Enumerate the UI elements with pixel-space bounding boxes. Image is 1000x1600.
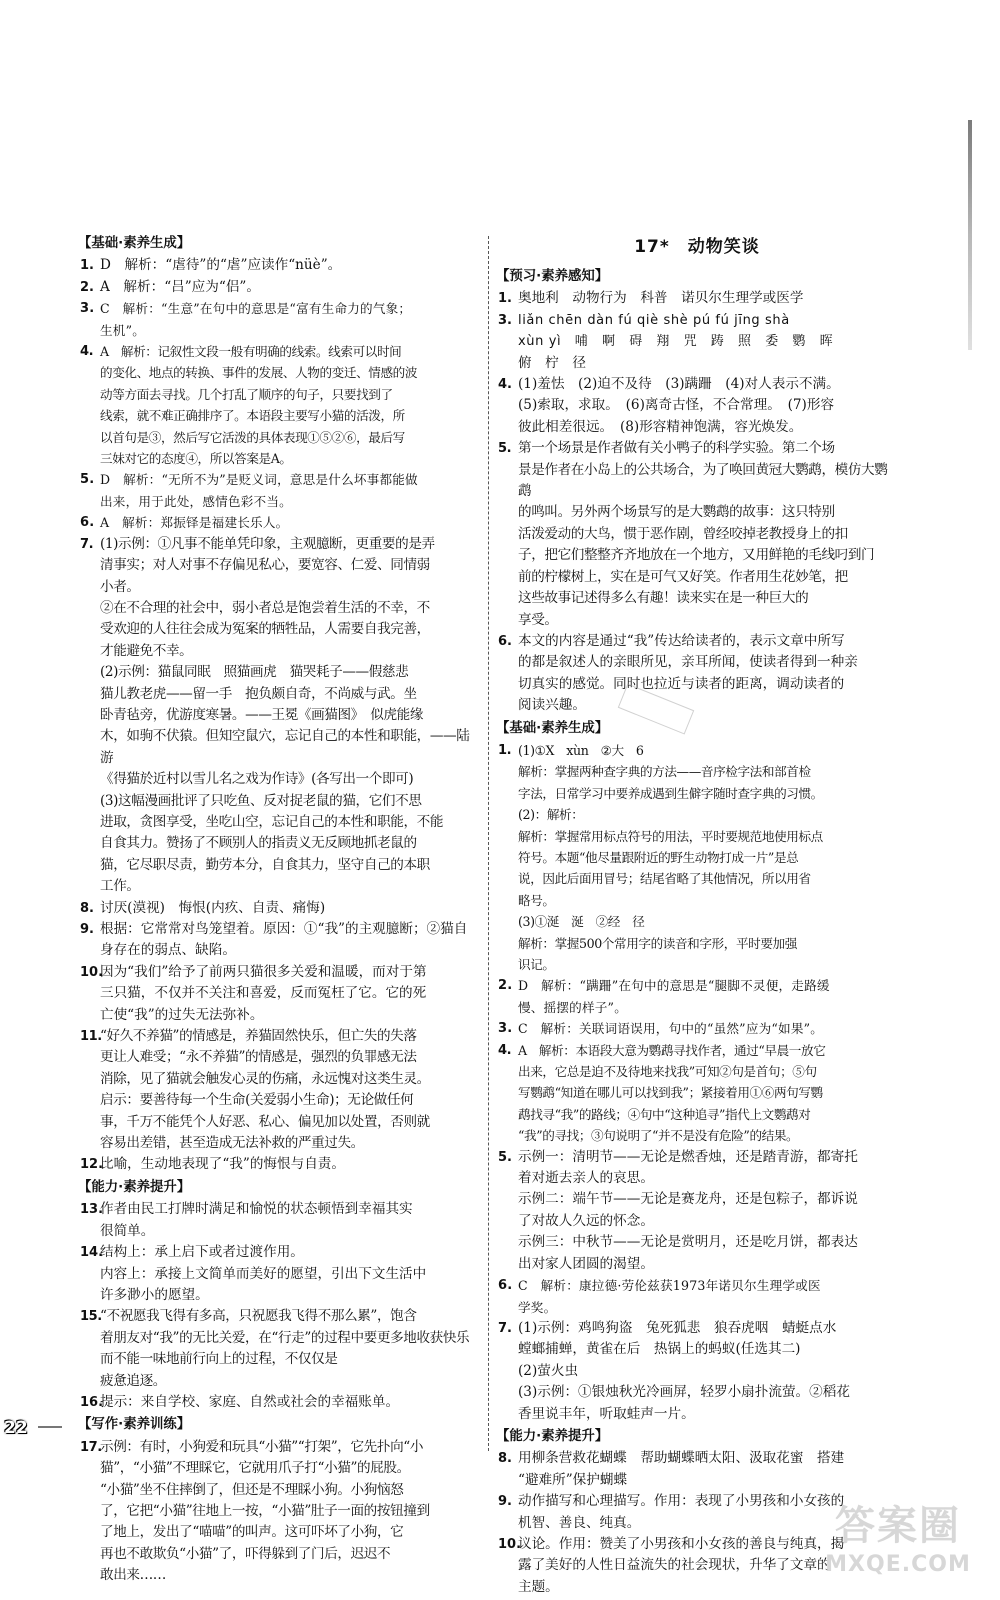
answer-line: 解析：掌握常用标点符号的用法，平时要规范地使用标点 xyxy=(518,828,823,844)
answer-line: (2)示例：猫鼠同眠 照猫画虎 猫哭耗子——假慈悲 xyxy=(100,664,409,681)
answer-line: 小者。 xyxy=(100,578,140,595)
answer-line: (2)：解析： xyxy=(518,807,584,823)
answer-line: “不祝愿我飞得有多高，只祝愿我飞得不那么累”，饱含 xyxy=(100,1308,417,1325)
item-number: 8. xyxy=(80,900,94,916)
answer-line: (5)索取，求取。 (6)离奇古怪，不合常理。 (7)形容 xyxy=(518,397,835,414)
answer-text: 奥地利 动物行为 科普 诺贝尔生理学或医学 xyxy=(518,290,804,307)
watermark-url: MXQE.COM xyxy=(825,1552,971,1577)
answer-line: 享受。 xyxy=(518,611,558,628)
answer-item-5 xyxy=(80,469,478,512)
answer-line: 香里说丰年，听取蛙声一片。 xyxy=(518,1405,695,1422)
answer-line: 了对故人久远的怀念。 xyxy=(518,1212,654,1229)
answer-line: 解析：掌握500个常用字的读音和字形，平时要加强 xyxy=(518,935,797,951)
item-number: 8. xyxy=(498,1451,512,1467)
answer-text: A 解析：“吕”应为“侣”。 xyxy=(100,278,260,295)
answer-item-b3 xyxy=(498,1018,896,1039)
answer-item-b2 xyxy=(498,975,896,1018)
left-column xyxy=(80,232,478,1587)
answer-line: 《得猫於近村以雪儿名之戏为作诗》(各写出一个即可) xyxy=(100,771,414,788)
answer-line: 线索，就不难正确排序了。本语段主要写小猫的活泼，所 xyxy=(100,408,405,424)
item-number: 3. xyxy=(498,312,512,328)
item-number: 5. xyxy=(498,1149,512,1165)
answer-line: 着对逝去亲人的哀思。 xyxy=(518,1170,654,1187)
answer-line: 工作。 xyxy=(100,878,140,895)
answer-line: 才能避免不幸。 xyxy=(100,642,193,659)
answer-line: 内容上：承接上文简单而美好的愿望，引出下文生活中 xyxy=(100,1265,427,1282)
answer-line: 慢、摇摆的样子”。 xyxy=(518,999,627,1015)
answer-line: 疲惫追逐。 xyxy=(100,1372,166,1389)
answer-line: 启示：要善待每一个生命(关爱弱小生命)；无论做任何 xyxy=(100,1092,414,1109)
answer-line: 用柳条营救花蝴蝶 帮助蝴蝶晒太阳、汲取花蜜 搭建 xyxy=(518,1450,845,1467)
answer-line: 身存在的弱点、缺陷。 xyxy=(100,942,236,959)
item-number: 6. xyxy=(80,515,95,531)
answer-text: D 解析：“虐待”的“虐”应读作“nüè”。 xyxy=(100,257,342,274)
answer-line: 木，如驹不伏猿。但知空鼠穴，忘记自己的本性和职能，——陆游 xyxy=(100,728,470,766)
answer-line: 的变化、地点的转换、事件的发展、人物的变迁、情感的波 xyxy=(100,365,418,381)
answer-line: (1)示例：鸡鸣狗盗 兔死狐悲 狼吞虎咽 蜻蜓点水 xyxy=(518,1319,837,1336)
item-number: 3. xyxy=(80,301,95,317)
answer-line: 这些故事记述得多么有趣！读来实在是一种巨大的 xyxy=(518,590,809,607)
answer-item-13 xyxy=(80,1199,478,1242)
item-number: 1. xyxy=(498,291,512,307)
answer-line: 示例一：清明节——无论是燃香烛，还是踏青游，都寄托 xyxy=(518,1148,858,1165)
answer-line: 鹉找寻“我”的路线；④句中“这种追寻”指代上文鹦鹉对 xyxy=(518,1106,811,1122)
answer-line: 清事实；对人对事不存偏见私心，要宽容、仁爱、同情弱 xyxy=(100,557,430,574)
answer-line: 子，把它们整整齐齐地放在一个地方，又用鲜艳的毛线叼到门 xyxy=(518,547,875,564)
answer-line: (3)①涎 涎 ②经 径 xyxy=(518,914,645,930)
answer-line: 以首句是③，然后写它活泼的具体表现①⑤②⑥，最后写 xyxy=(100,429,405,445)
answer-line: 议论。作用：赞美了小男孩和小女孩的善良与纯真，揭 xyxy=(518,1535,845,1552)
pinyin-line: xùn yì 哺 啊 碍 翔 咒 踌 照 委 鹦 晖 xyxy=(518,334,834,350)
answer-line: 前的柠檬树上，实在是可气又好笑。作者用生花妙笔，把 xyxy=(518,568,848,585)
answer-line: 活泼爱动的大鸟，惯于恶作剧，曾经咬掉老教授身上的扣 xyxy=(518,525,848,542)
answer-line: 示例二：端午节——无论是赛龙舟，还是包粽子，都诉说 xyxy=(518,1191,858,1208)
answer-text: 讨厌(漠视) 悔恨(内疚、自责、痛悔) xyxy=(100,899,326,916)
page-number-rule xyxy=(38,1426,62,1428)
answer-line: 了地上，发出了“喵喵”的叫声。这可吓坏了小狗，它 xyxy=(100,1524,404,1541)
answer-item-r1 xyxy=(498,288,896,309)
item-number: 5. xyxy=(80,472,95,488)
item-number: 1. xyxy=(80,258,94,274)
answer-item-3 xyxy=(80,298,478,341)
answer-line: 出对家人团圆的渴望。 xyxy=(518,1255,654,1272)
answer-text: C 解析：关联词语误用，句中的“虽然”应为“如果”。 xyxy=(518,1021,824,1037)
item-number: 9. xyxy=(80,922,94,937)
right-column xyxy=(498,232,896,1598)
item-number: 6. xyxy=(498,1278,513,1294)
item-number: 12. xyxy=(80,1157,104,1173)
answer-line: 切真实的感觉。同时也拉近与读者的距离，调动读者的 xyxy=(518,675,845,692)
answer-item-9 xyxy=(80,919,478,962)
answer-line: (1)羞怯 (2)迫不及待 (3)蹒跚 (4)对人表示不满。 xyxy=(518,376,840,393)
answer-item-6 xyxy=(80,512,478,533)
answer-line: 彼此相差很远。 (8)形容精神饱满，容光焕发。 xyxy=(518,418,803,435)
answer-item-b1 xyxy=(498,740,896,975)
answer-line: 猫”，“小猫”不理睬它，它就用爪子打“小猫”的屁股。 xyxy=(100,1460,410,1477)
answer-line: D 解析：“无所不为”是贬义词，意思是什么坏事都能做 xyxy=(100,472,418,488)
answer-line: 的都是叙述人的亲眼所见，亲耳所闻，使读者得到一种亲 xyxy=(518,654,858,671)
answer-item-15 xyxy=(80,1306,478,1392)
section-heading-writing: 【写作·素养训练】 xyxy=(78,1417,191,1433)
answer-line: 机智、善良、纯真。 xyxy=(518,1514,641,1531)
section-heading-preview: 【预习·素养感知】 xyxy=(496,269,609,284)
item-number: 17. xyxy=(80,1439,102,1455)
answer-item-16 xyxy=(80,1392,478,1413)
answer-line: A 解析：记叙性文段一般有明确的线索。线索可以时间 xyxy=(100,344,402,360)
answer-line: 着朋友对“我”的无比关爱，在“行走”的过程中要更多地收获快乐而不能一味地前行向上的过程，不仅仅是 xyxy=(100,1329,470,1368)
answer-line: 容易出差错，甚至造成无法补救的严重过失。 xyxy=(100,1135,364,1152)
answer-line: 识记。 xyxy=(518,957,555,972)
item-number: 5. xyxy=(498,441,512,457)
answer-line: “小猫”坐不住摔倒了，但还是不理睬小狗。小狗恼怒 xyxy=(100,1481,404,1498)
item-number: 6. xyxy=(498,633,512,649)
answer-item-17 xyxy=(80,1437,478,1587)
answer-line: 三妹对它的态度④，所以答案是A。 xyxy=(100,451,292,467)
answer-item-r3 xyxy=(498,310,896,374)
section-heading-basic: 【基础·素养生成】 xyxy=(78,236,191,251)
answer-line: (2)萤火虫 xyxy=(518,1362,579,1379)
answer-line: 动等方面去寻找。几个打乱了顺序的句子，只要找到了 xyxy=(100,386,393,402)
answer-line: 示例三：中秋节——无论是赏明月，还是吃月饼，都表达 xyxy=(518,1234,858,1251)
answer-line: 再也不敢欺负“小猫”了，吓得躲到了门后，迟迟不 xyxy=(100,1545,391,1562)
answer-line: C 解析：“生意”在句中的意思是“富有生命力的气象； xyxy=(100,301,412,317)
answer-item-c8 xyxy=(498,1448,896,1491)
item-number: 13. xyxy=(80,1202,104,1218)
answer-line: 生机”。 xyxy=(100,322,146,338)
item-number: 3. xyxy=(498,1021,513,1037)
answer-item-b6 xyxy=(498,1275,896,1318)
item-number: 15. xyxy=(80,1309,102,1325)
lesson-title: 17* 动物笑谈 xyxy=(634,237,760,257)
item-number: 7. xyxy=(80,536,94,552)
answer-line: 消除，见了猫就会触发心灵的伤痛，永远愧对这类生灵。 xyxy=(100,1070,430,1087)
answer-line: 符号。本题“他尽量跟附近的野生动物打成一片”是总 xyxy=(518,849,799,865)
answer-line: 动作描写和心理描写。作用：表现了小男孩和小女孩的 xyxy=(518,1493,845,1510)
answer-item-14 xyxy=(80,1242,478,1306)
item-number: 9. xyxy=(498,1494,512,1510)
answer-line: 示例：有时，小狗爱和玩具“小猫”“打架”，它先扑向“小 xyxy=(100,1438,424,1455)
answer-line: (3)示例：①银烛秋光冷画屏，轻罗小扇扑流萤。②稻花 xyxy=(518,1384,850,1401)
item-number: 2. xyxy=(80,279,94,295)
answer-line: 很简单。 xyxy=(100,1222,155,1239)
watermark-logo: 答案圈 xyxy=(835,1503,961,1549)
item-number: 2. xyxy=(498,978,513,994)
answer-line: 结构上：承上启下或者过渡作用。 xyxy=(100,1244,304,1261)
answer-item-4 xyxy=(80,341,478,469)
answer-item-2 xyxy=(80,277,478,298)
answer-line: 猫儿教老虎——留一手 抱负颇自奇，不尚威与武。坐 xyxy=(100,685,417,702)
answer-line: (1)①X xùn ②大 6 xyxy=(518,742,644,758)
answer-line: 猫，它尽职尽责，勤劳本分，自食其力，坚守自己的本职 xyxy=(100,856,430,873)
answer-line: 本文的内容是通过“我”传达给读者的，表示文章中所写 xyxy=(518,632,845,649)
item-number: 7. xyxy=(498,1320,512,1336)
item-number: 4. xyxy=(498,377,512,393)
answer-item-12 xyxy=(80,1154,478,1175)
answer-line: 亡使“我”的过失无法弥补。 xyxy=(100,1006,264,1023)
answer-line: 第一个场景是作者做有关小鸭子的科学实验。第二个场 xyxy=(518,440,835,457)
watermark xyxy=(808,1500,988,1590)
answer-line: 主题。 xyxy=(518,1578,559,1595)
answer-line: (3)这幅漫画批评了只吃鱼、反对捉老鼠的猫，它们不思 xyxy=(100,792,422,809)
answer-item-b4 xyxy=(498,1040,896,1147)
answer-line: ②在不合理的社会中，弱小者总是饱尝着生活的不幸，不 xyxy=(100,599,430,616)
answer-line: 出来，用于此处，感情色彩不当。 xyxy=(100,493,292,509)
answer-line: “我”的寻找；③句说明了“并不是没有危险”的结果。 xyxy=(518,1128,799,1144)
answer-line: 进取，贪图享受，坐吃山空，忘记自己的本性和职能，不能 xyxy=(100,813,444,830)
answer-line: C 解析：康拉德·劳伦兹获1973年诺贝尔生理学或医 xyxy=(518,1278,821,1294)
answer-line: 更让人难受；“永不养猫”的情感是，强烈的负罪感无法 xyxy=(100,1049,417,1066)
answer-item-r4 xyxy=(498,374,896,438)
answer-line: 解析：掌握两种查字典的方法——音序检字法和部首检 xyxy=(518,764,811,780)
section-heading-ability-2: 【能力·素养提升】 xyxy=(496,1428,609,1444)
answer-line: 的鸣叫。另外两个场景写的是大鹦鹉的故事：这只特别 xyxy=(518,504,835,521)
page-number: 22 xyxy=(4,1418,28,1438)
item-number: 11. xyxy=(80,1029,102,1045)
answer-line: 了，它把“小猫”往地上一按，“小猫”肚子一面的按钮撞到 xyxy=(100,1502,430,1519)
answer-item-10 xyxy=(80,962,478,1026)
answer-line: 说，因此后面用冒号；结尾省略了其他情况，所以用省 xyxy=(518,871,811,887)
item-number: 10. xyxy=(498,1536,522,1552)
answer-line: 俯 柠 径 xyxy=(518,354,586,371)
answer-item-7 xyxy=(80,534,478,898)
answer-item-r6 xyxy=(498,631,896,717)
answer-text: A 解析：郑振铎是福建长乐人。 xyxy=(100,515,289,531)
item-number: 16. xyxy=(80,1394,104,1410)
item-number: 14. xyxy=(80,1245,104,1261)
answer-line: 出来，它总是迫不及待地来找我”可知②句是首句；⑤句 xyxy=(518,1064,817,1080)
answer-line: (1)示例：①凡事不能单凭印象，主观臆断，更重要的是弄 xyxy=(100,535,435,552)
answer-item-b5 xyxy=(498,1147,896,1275)
answer-item-11 xyxy=(80,1026,478,1154)
answer-line: 作者由民工打牌时满足和愉悦的状态顿悟到幸福其实 xyxy=(100,1201,413,1218)
answer-line: A 解析：本语段大意为鹦鹉寻找作者，通过“早晨一放它 xyxy=(518,1042,826,1058)
answer-line: 景是作者在小岛上的公共场合，为了唤回黄冠大鹦鹉，模仿大鹦鹉 xyxy=(518,461,888,500)
answer-line: 许多渺小的愿望。 xyxy=(100,1286,209,1303)
item-number: 4. xyxy=(80,344,94,360)
answer-text: 提示：来自学校、家庭、自然或社会的幸福账单。 xyxy=(100,1393,400,1410)
answer-line: 因为“我们”给予了前两只猫很多关爱和温暖，而对于第 xyxy=(100,963,427,980)
answer-line: 三只猫，不仅并不关注和喜爱，反而冤枉了它。它的死 xyxy=(100,985,427,1002)
item-number: 4. xyxy=(498,1042,512,1058)
answer-line: 敢出来…… xyxy=(100,1567,166,1584)
answer-line: 卧青毡旁，优游度寒暑。——王冕《画猫图》 似虎能缘 xyxy=(100,706,424,723)
answer-line: 学奖。 xyxy=(518,1299,557,1315)
answer-line: 略号。 xyxy=(518,892,555,908)
item-number: 1. xyxy=(498,742,512,758)
answer-line: 写鹦鹉“知道在哪儿可以找到我”；紧接着用①⑥两句写鹦 xyxy=(518,1085,823,1101)
answer-item-1 xyxy=(80,255,478,276)
answer-line: 事，千万不能凭个人好恶、私心、偏见加以处置，否则就 xyxy=(100,1113,430,1130)
scan-edge-mark xyxy=(968,120,972,350)
answer-line: 受欢迎的人往往会成为冤案的牺牲品，人需要自我完善， xyxy=(100,621,430,638)
answer-line: D 解析：“蹒跚”在句中的意思是“腿脚不灵便，走路缓 xyxy=(518,978,830,994)
answer-line: 露了美好的人性日益流失的社会现状，升华了文章的 xyxy=(518,1557,831,1574)
item-number: 10. xyxy=(80,964,104,980)
answer-item-r5 xyxy=(498,438,896,631)
answer-item-8 xyxy=(80,898,478,919)
answer-line: “好久不养猫”的情感是，养猫固然快乐，但亡失的失落 xyxy=(100,1028,417,1045)
column-divider xyxy=(488,236,489,1451)
section-heading-basic-2: 【基础·素养生成】 xyxy=(496,720,609,736)
pinyin-line: liǎn chēn dàn fú qiè shè pú fú jīng shà xyxy=(518,312,790,328)
section-heading-ability: 【能力·素养提升】 xyxy=(78,1179,191,1195)
answer-text: 比喻，生动地表现了“我”的悔恨与自责。 xyxy=(100,1156,345,1173)
answer-line: “避难所”保护蝴蝶 xyxy=(518,1471,628,1488)
answer-line: 阅读兴趣。 xyxy=(518,697,586,714)
answer-item-b7 xyxy=(498,1318,896,1425)
answer-line: 螳螂捕蝉，黄雀在后 热锅上的蚂蚁(任选其二) xyxy=(518,1341,801,1358)
answer-line: 自食其力。赞扬了不顾别人的指责义无反顾地抓老鼠的 xyxy=(100,835,417,852)
answer-line: 根据：它常常对鸟笼望着。原因：①“我”的主观臆断；②猫自 xyxy=(100,921,468,937)
answer-line: 字法，日常学习中要养成遇到生僻字随时查字典的习惯。 xyxy=(518,785,823,801)
